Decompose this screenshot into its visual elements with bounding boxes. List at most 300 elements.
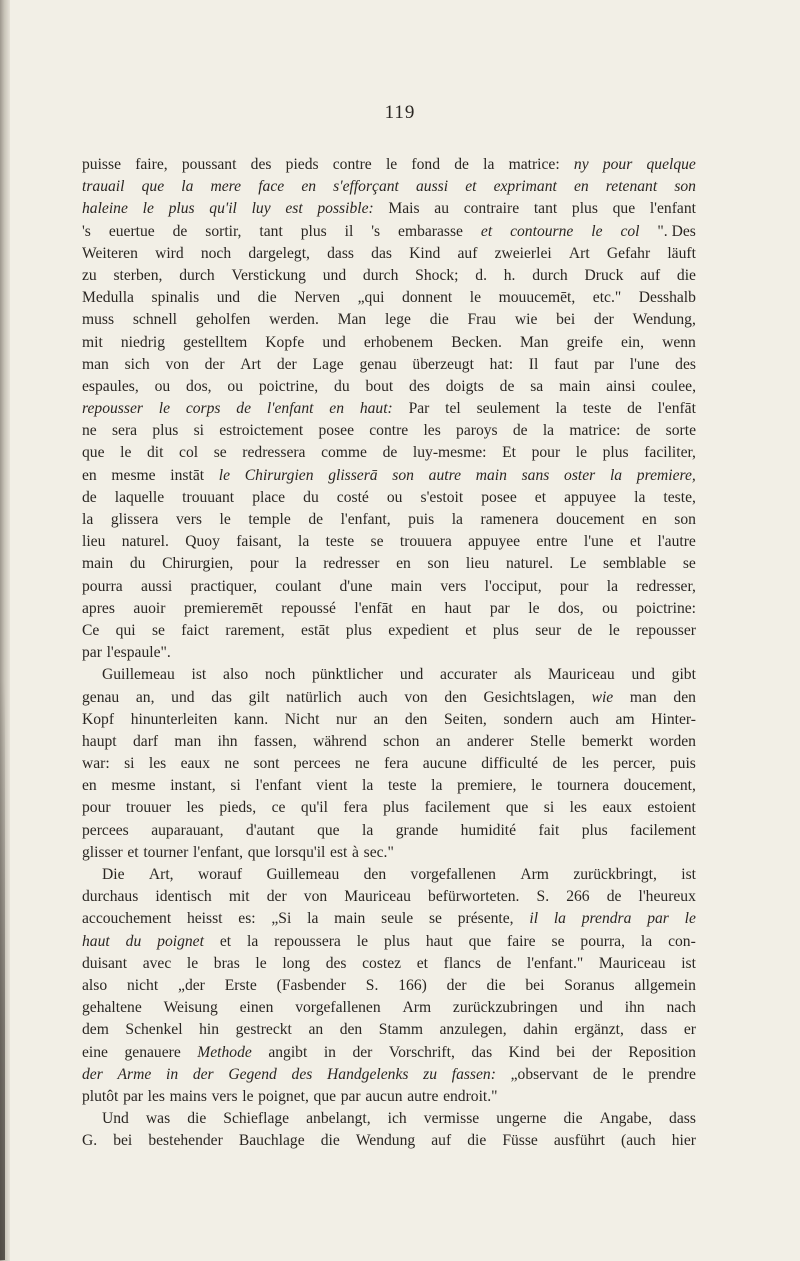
- word: ist: [681, 954, 696, 972]
- word: l'espaule".: [106, 644, 171, 662]
- word: vers: [176, 511, 202, 528]
- word: main: [334, 910, 366, 928]
- word: fassen,: [253, 732, 297, 750]
- word: estoient: [647, 799, 696, 817]
- word: les: [569, 799, 587, 817]
- word: est: [330, 843, 348, 861]
- word: schon: [383, 732, 420, 750]
- word: espaules,: [82, 377, 139, 395]
- word: la: [307, 910, 319, 928]
- word: der: [352, 1043, 373, 1061]
- word: en: [411, 599, 426, 617]
- word: repoussera: [274, 932, 341, 950]
- word: son: [392, 466, 414, 484]
- word: worauf: [197, 866, 243, 883]
- word: la: [181, 178, 194, 196]
- word: Mauriceau: [344, 888, 411, 906]
- word: seur: [535, 621, 562, 639]
- word: mesme: [111, 466, 156, 484]
- word: estroictement: [219, 422, 304, 440]
- word: erhobenem: [363, 333, 434, 351]
- word: auf: [640, 266, 661, 284]
- word: Kind: [508, 1043, 540, 1061]
- text-line: [82, 709, 696, 731]
- text-line: [82, 753, 696, 775]
- word: main: [82, 555, 114, 573]
- word: auoir: [133, 599, 166, 617]
- word: gehaltene: [82, 999, 142, 1017]
- word: il: [529, 910, 539, 928]
- word: Erste: [224, 976, 257, 994]
- word: hinunterleiten: [130, 710, 218, 728]
- word: pieds,: [219, 799, 257, 817]
- word: l'heureux: [638, 888, 696, 906]
- word: en: [396, 555, 411, 573]
- word: bemerkt: [581, 732, 633, 750]
- word: estāt: [301, 621, 330, 639]
- word: gestreckt: [235, 1021, 292, 1039]
- text-line: [82, 731, 696, 753]
- word: ist: [681, 866, 696, 883]
- word: mere: [210, 178, 242, 196]
- text-line: [82, 953, 696, 975]
- word: Verstickung: [231, 266, 306, 284]
- word: (auch: [621, 1132, 656, 1150]
- word: main: [475, 466, 507, 484]
- word: par: [123, 1087, 143, 1105]
- word: repousser: [636, 621, 696, 639]
- word: „qui: [357, 289, 385, 307]
- word: et: [416, 954, 429, 972]
- word: auf: [457, 244, 478, 262]
- word: contre: [369, 422, 409, 440]
- text-line: [82, 265, 696, 287]
- word: Füsse: [502, 1132, 538, 1150]
- word: „observant: [510, 1065, 579, 1083]
- word: son: [674, 511, 696, 528]
- word: d'autant: [245, 821, 295, 839]
- word: aussi: [416, 178, 449, 196]
- word: facilement: [424, 799, 491, 817]
- word: laquelle: [114, 488, 165, 506]
- word: temple: [248, 511, 291, 528]
- word: puis: [669, 755, 696, 773]
- word: des: [675, 355, 696, 373]
- word: ou: [602, 599, 618, 617]
- word: und: [216, 289, 241, 307]
- text-line: [82, 687, 696, 709]
- word: coulee,: [651, 377, 696, 395]
- word: il: [344, 222, 354, 240]
- word: quelque: [646, 156, 696, 173]
- word: le: [531, 777, 543, 795]
- word: la: [362, 821, 374, 839]
- text-line: [82, 842, 696, 864]
- word: Medulla: [82, 289, 134, 307]
- word: ne: [224, 755, 240, 773]
- word: l'enfant: [255, 777, 302, 795]
- text-line: [82, 864, 696, 886]
- word: dargelegt,: [248, 244, 310, 262]
- text-line: [82, 931, 696, 953]
- word: au: [434, 200, 449, 218]
- word: sera: [111, 422, 138, 440]
- word: seule: [381, 910, 414, 928]
- word: apres: [82, 599, 115, 617]
- word: en: [642, 511, 657, 528]
- word: long: [282, 954, 311, 972]
- word: plus: [581, 821, 608, 839]
- word: faut: [554, 355, 579, 373]
- word: die: [486, 976, 506, 994]
- word: sondern: [503, 710, 553, 728]
- word: der: [82, 1065, 103, 1083]
- word: doucement: [556, 511, 625, 528]
- word: Kopfe: [265, 333, 305, 351]
- word: col: [179, 444, 199, 462]
- word: et: [465, 621, 477, 639]
- word: les: [581, 755, 599, 773]
- word: sec.": [363, 843, 394, 861]
- word: Nerven: [294, 289, 341, 307]
- word: auparauant,: [151, 821, 224, 839]
- word: zu: [82, 266, 97, 284]
- word: plus: [383, 932, 410, 950]
- word: premieremēt: [183, 599, 263, 617]
- word: wird: [155, 244, 184, 262]
- word: la: [542, 422, 555, 440]
- word: du: [129, 555, 146, 573]
- word: vorgefallenen: [410, 866, 496, 883]
- word: Vorschrift,: [388, 1043, 455, 1061]
- word: tourner: [143, 843, 189, 861]
- word: le: [120, 444, 132, 462]
- word: présente,: [457, 910, 514, 928]
- word: plus: [152, 422, 179, 440]
- word: Soranus: [564, 976, 615, 994]
- word: de: [454, 156, 469, 173]
- word: Druck: [584, 266, 624, 284]
- word: sortir,: [205, 222, 242, 240]
- text-line: [82, 664, 696, 686]
- word: seulement: [476, 400, 540, 418]
- word: faire: [507, 932, 536, 950]
- word: den: [363, 866, 387, 883]
- word: heisst: [186, 910, 223, 928]
- word: durch: [179, 266, 215, 284]
- word: tel: [445, 400, 461, 418]
- word: trauail: [82, 178, 125, 196]
- word: geholfen: [195, 311, 251, 329]
- word: ainsi: [606, 377, 636, 395]
- word: werden.: [269, 311, 319, 329]
- text-line: [82, 1130, 696, 1152]
- word: puisse: [82, 156, 121, 173]
- word: teste: [325, 533, 355, 551]
- word: s'estoit: [420, 488, 464, 506]
- word: spinalis: [151, 289, 200, 307]
- word: percer,: [613, 755, 656, 773]
- word: mains: [169, 1087, 207, 1105]
- word: den: [444, 688, 467, 706]
- word: practiquer,: [190, 577, 257, 595]
- word: Gegend: [228, 1065, 277, 1083]
- word: le: [255, 954, 267, 972]
- word: que: [612, 200, 636, 218]
- word: place: [252, 488, 286, 506]
- word: vorgefallenen: [295, 999, 381, 1017]
- word: plus: [571, 200, 598, 218]
- word: der: [192, 1065, 214, 1083]
- word: la: [606, 577, 619, 595]
- word: Art: [568, 244, 590, 262]
- word: Man: [519, 333, 549, 351]
- word: percees: [82, 821, 129, 839]
- word: le: [219, 511, 231, 528]
- word: le: [142, 200, 154, 218]
- word: Kopf: [82, 710, 115, 728]
- word: du: [334, 377, 350, 395]
- word: 166): [398, 976, 427, 994]
- word: que: [82, 444, 105, 462]
- word: bras: [213, 954, 240, 972]
- text-line: [82, 553, 696, 575]
- word: dahin: [523, 1021, 558, 1039]
- word: luy: [251, 200, 271, 218]
- text-line: [82, 176, 696, 198]
- word: Lage: [312, 355, 344, 373]
- word: ne: [354, 755, 370, 773]
- word: gibt: [671, 666, 696, 684]
- word: redressera: [242, 444, 306, 462]
- word: ou: [386, 488, 403, 506]
- word: Guillemeau: [266, 866, 340, 883]
- word: lieu: [465, 555, 490, 573]
- word: contre: [332, 156, 372, 173]
- word: Le: [569, 555, 587, 573]
- word: la: [483, 156, 495, 173]
- word: die: [429, 311, 449, 329]
- word: Reposition: [628, 1043, 696, 1061]
- word: puis: [408, 511, 435, 528]
- word: le: [622, 1065, 634, 1083]
- word: des: [409, 377, 430, 395]
- word: in: [323, 1043, 336, 1061]
- word: durch: [532, 266, 568, 284]
- word: que: [247, 843, 271, 861]
- word: S.: [536, 888, 550, 906]
- word: à: [352, 843, 359, 861]
- word: de: [236, 400, 252, 418]
- word: facilement: [630, 821, 696, 839]
- word: le: [575, 444, 588, 462]
- word: qu'il: [300, 799, 328, 817]
- word: ". Des: [657, 222, 696, 240]
- word: l'enfant: [266, 400, 314, 418]
- text-line: [82, 309, 696, 331]
- word: sterben,: [113, 266, 163, 284]
- word: autre: [428, 466, 462, 484]
- word: Mais: [388, 200, 420, 218]
- word: du: [125, 932, 142, 950]
- word: lorsqu'il: [274, 843, 326, 861]
- word: embarasse: [398, 222, 463, 240]
- word: flancs: [443, 954, 481, 972]
- word: Et: [502, 444, 516, 462]
- word: nach: [666, 999, 696, 1017]
- word: de: [635, 422, 651, 440]
- word: en: [329, 400, 345, 418]
- word: anzulegen,: [439, 1021, 507, 1039]
- word: en: [82, 466, 97, 484]
- word: de: [577, 621, 593, 639]
- word: überzeugt: [412, 355, 474, 373]
- word: haleine: [82, 200, 128, 218]
- word: exprimant: [493, 178, 557, 196]
- word: durchaus: [82, 888, 139, 906]
- word: les: [423, 422, 441, 440]
- word: der: [266, 888, 287, 906]
- word: sont: [253, 755, 280, 773]
- word: sich: [124, 355, 150, 373]
- word: G.: [82, 1132, 98, 1150]
- word: pour: [559, 577, 589, 595]
- word: Seiten,: [443, 710, 487, 728]
- word: la: [555, 400, 567, 418]
- word: l'enfant,: [193, 843, 244, 861]
- word: Il: [528, 355, 539, 373]
- text-line: [82, 487, 696, 509]
- word: la: [247, 932, 259, 950]
- word: l'occiput,: [484, 577, 542, 595]
- word: la: [451, 511, 463, 528]
- word: Weiteren: [82, 244, 138, 262]
- word: wenn: [662, 333, 696, 351]
- word: percees: [293, 755, 341, 773]
- word: in: [165, 1065, 179, 1083]
- word: le: [469, 289, 482, 307]
- word: costé: [336, 488, 369, 506]
- word: tant: [259, 222, 283, 240]
- word: Chirurgien,: [162, 555, 234, 573]
- word: bei: [556, 1043, 576, 1061]
- word: glisser: [82, 843, 123, 861]
- word: etc.": [592, 289, 622, 307]
- word: de: [512, 422, 528, 440]
- word: plus: [383, 799, 410, 817]
- word: et: [480, 222, 493, 240]
- word: genau: [359, 355, 397, 373]
- text-line: [82, 997, 696, 1019]
- word: am: [615, 710, 635, 728]
- word: kann.: [233, 710, 269, 728]
- word: de: [499, 377, 515, 395]
- word: que: [317, 821, 340, 839]
- word: pünktlicher: [312, 666, 384, 684]
- word: allgemein: [634, 976, 696, 994]
- text-line: [82, 420, 696, 442]
- word: der: [591, 1043, 612, 1061]
- word: Und: [102, 1110, 129, 1128]
- word: darf: [132, 732, 159, 750]
- word: son: [674, 178, 696, 196]
- word: das: [471, 1043, 493, 1061]
- word: wie: [591, 688, 614, 706]
- word: noch: [200, 244, 232, 262]
- text-line: [82, 1019, 696, 1041]
- word: ungerne: [496, 1110, 547, 1128]
- word: se: [151, 621, 165, 639]
- word: contourne: [510, 222, 574, 240]
- word: le: [242, 1087, 254, 1105]
- word: also: [82, 976, 108, 994]
- text-line: [82, 620, 696, 642]
- word: l'enfant: [649, 200, 696, 218]
- word: des: [291, 1065, 313, 1083]
- text-line: [82, 198, 696, 220]
- word: poignet: [157, 932, 204, 950]
- word: aucun: [365, 1087, 403, 1105]
- word: faisant,: [236, 533, 282, 551]
- word: 's: [82, 222, 91, 240]
- word: instant,: [170, 777, 216, 795]
- word: bout: [365, 377, 394, 395]
- text-line: [82, 775, 696, 797]
- word: ich: [387, 1110, 407, 1128]
- word: haut: [82, 932, 110, 950]
- word: haupt: [82, 732, 117, 750]
- text-line: [82, 287, 696, 309]
- word: la: [634, 488, 646, 506]
- word: avec: [142, 954, 172, 972]
- word: poictrine:: [636, 599, 696, 617]
- word: corps: [185, 400, 221, 418]
- word: läuft: [667, 244, 696, 262]
- word: bestehender: [148, 1132, 223, 1150]
- word: par: [340, 1087, 361, 1105]
- word: con-: [668, 932, 696, 950]
- word: an,: [135, 688, 155, 706]
- word: l'enfant.": [526, 954, 584, 972]
- word: matrice:: [569, 422, 621, 440]
- word: dos,: [186, 377, 212, 395]
- word: auch: [569, 710, 599, 728]
- text-line: [82, 221, 696, 243]
- word: Man: [337, 311, 367, 329]
- word: la: [298, 533, 310, 551]
- word: main: [559, 377, 591, 395]
- word: nur: [336, 710, 357, 728]
- word: es:: [238, 910, 256, 928]
- word: Stelle: [529, 732, 566, 750]
- word: l'enfāt: [657, 400, 696, 418]
- word: main: [390, 577, 423, 595]
- word: se: [213, 444, 227, 462]
- word: Par: [408, 400, 430, 418]
- word: aucune: [422, 755, 467, 773]
- word: Weisung: [163, 999, 218, 1017]
- word: hin: [199, 1021, 220, 1039]
- text-line: [82, 509, 696, 531]
- word: humidité: [460, 821, 517, 839]
- word: que: [141, 178, 165, 196]
- word: Mauriceau: [598, 954, 666, 972]
- word: die: [320, 1132, 340, 1150]
- word: que: [313, 1087, 337, 1105]
- word: haut: [444, 599, 472, 617]
- word: glisserā: [328, 466, 378, 484]
- word: Frau: [467, 311, 497, 329]
